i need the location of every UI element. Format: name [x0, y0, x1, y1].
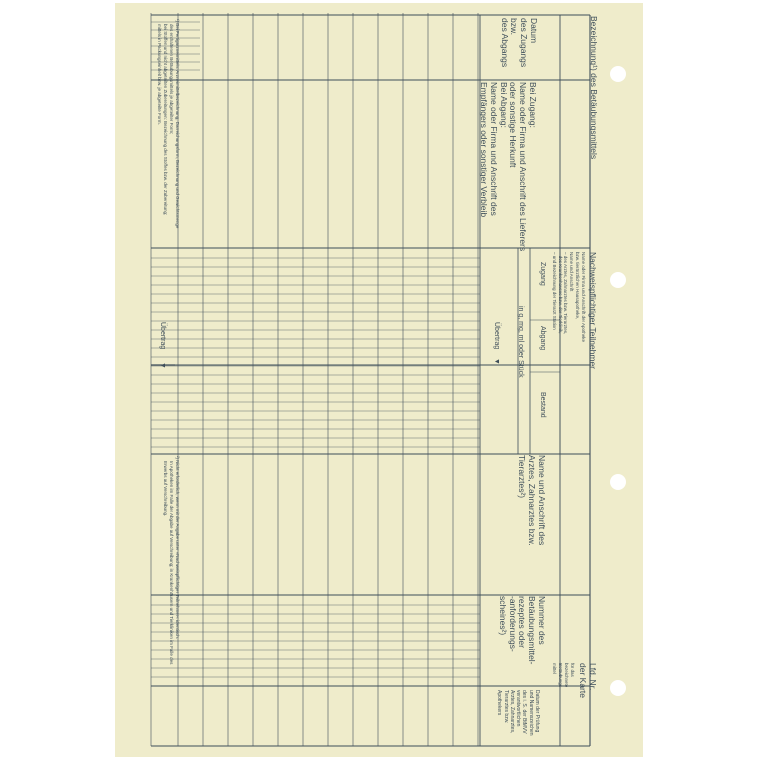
footnote-2: ²) Nicht erforderlich, wenn mit der Angabe unter »Nachweispflichtiger Teilnehmer« identisch. In Apotheken im Falle der Abgabe auf Verschreibung; in Krankenhäusern und Tierkliniken im Falle des Erwerbs auf Verschreibung. — [163, 456, 180, 665]
column-abgang-header: Abgang — [539, 326, 546, 351]
uebertrag-label-lower: Übertrag — [159, 322, 166, 350]
column-zugang-header: Zugang — [539, 262, 546, 286]
uebertrag-arrow-upper: ▼ — [493, 358, 500, 365]
uebertrag-label-upper: Übertrag — [493, 322, 500, 350]
footnote-1: ¹) Bei Fertigarzneimitteln: Arzneimittelbezeichnung, Darreichungsform, Bezeichnung und Gewichtsmenge des enthaltenen Betäubungsmittels je abgeteilter Form; bei Stoffen und nicht abgeteilten Zubereitungen: Bezeichnung des Stoffes bzw. der Zubereitung; mittels in Packungseinheit bzw. je abgeteilte Form. — [157, 19, 180, 229]
column-pruefung-header: Datum der Prüfung und Namenszeichen des i. S. der BtMVV verantwortlichen Arztes, Zahnarztes, Tierarztes bzw. Apothekers — [496, 690, 540, 736]
header-teilnehmer: Nachweispflichtiger Teilnehmer — [588, 252, 598, 370]
title-bezeichnung: Bezeichnung¹) des Betäubungsmittels — [589, 16, 599, 160]
column-arzt-header: Name und Anschrift des Arztes, Zahnarztes bzw. Tierarztes²) — [517, 455, 547, 546]
teilnehmer-detail: Name oder Firma und Anschrift der Apotheke bzw. tierärztlichen Hausapotheke, Name und Anschrift – des Arztes, Zahnarztes bzw. Tierarztes, – des Krankenhauses bzw. der Tierklinik, – und Bezeichnung der Tierarzt Station — [551, 252, 586, 343]
column-nummer-header: Nummer des Betäubungsmittel- rezeptes oder -anforderungs- scheines²) — [497, 596, 547, 665]
lfd-nr-header: Lfd. Nr. der Karte — [578, 663, 598, 698]
column-bestand-header: Bestand — [539, 392, 546, 418]
column-lieferant-header: Bei Zugang: Name oder Firma und Anschrift des Lieferers oder sonstige Herkunft Bei Abgang: Name oder Firma und Anschrift des Empfängers oder sonstiger Verbleib — [479, 82, 538, 252]
uebertrag-arrow-lower: ▼ — [159, 362, 166, 369]
column-datum-header: Datum des Zugangs bzw. des Abgangs — [499, 18, 539, 68]
lfd-nr-subtext: für das bezeichnete Betäubungs- mittel — [552, 663, 575, 689]
unit-note: in g, mg, ml oder Stück — [517, 306, 524, 378]
